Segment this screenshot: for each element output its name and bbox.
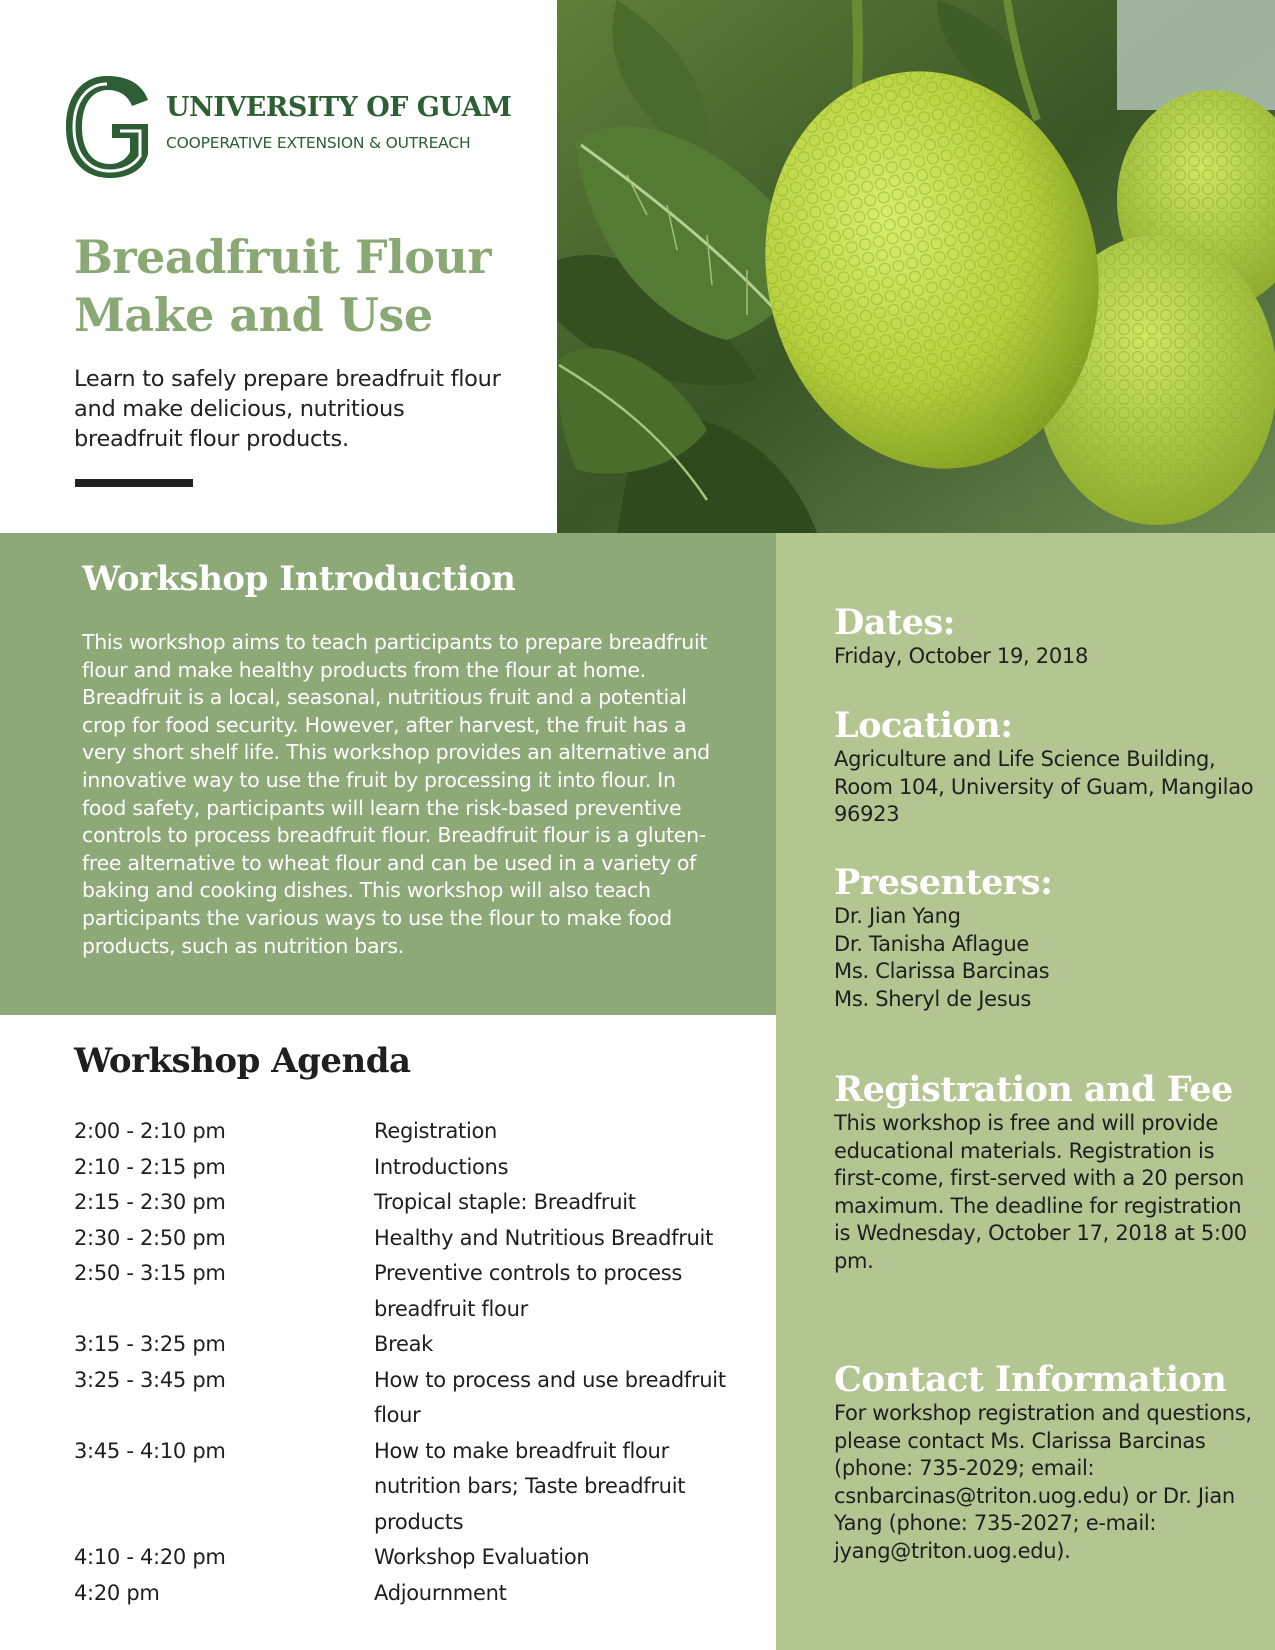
agenda-time: 3:25 - 3:45 pm: [74, 1367, 226, 1392]
agenda-item: Break: [374, 1332, 434, 1356]
agenda-item: How to process and use breadfruit flour: [374, 1367, 726, 1427]
location-block: [834, 706, 1254, 829]
agenda-item: Healthy and Nutritious Breadfruit: [374, 1225, 714, 1250]
agenda-row: [74, 1221, 754, 1257]
presenter-name: Dr. Jian Yang: [834, 904, 961, 928]
contact-block: [834, 1360, 1254, 1565]
contact-value: For workshop registration and questions, please contact Ms. Clarissa Barcinas (phone: 735-2029; email: csnbarcinas@triton.uog.edu) or Dr. Jian Yang (phone: 735-2027; e-mail: jyang@triton.uog.edu).: [834, 1401, 1252, 1563]
agenda-item: Tropical staple: Breadfruit: [374, 1190, 636, 1214]
agenda-time: 4:10 - 4:20 pm: [74, 1545, 226, 1569]
agenda-item: Preventive controls to process breadfruit flour: [374, 1261, 682, 1321]
title-line-1: Breadfruit Flour: [74, 230, 492, 284]
title-line-2: Make and Use: [74, 288, 433, 342]
agenda-time: 2:00 - 2:10 pm: [74, 1119, 226, 1143]
dates-block: [834, 603, 1254, 671]
page-subtitle: Learn to safely prepare breadfruit flour and make delicious, nutritious breadfruit flour products.: [74, 366, 501, 452]
event-details-sidebar: [776, 533, 1275, 1650]
workshop-agenda-section: [0, 1015, 776, 1650]
agenda-heading: Workshop Agenda: [74, 1041, 411, 1081]
agenda-time: 2:30 - 2:50 pm: [74, 1225, 226, 1250]
dates-heading: Dates:: [834, 602, 956, 643]
agenda-time: 3:45 - 4:10 pm: [74, 1438, 226, 1463]
logo-name: UNIVERSITY OF GUAM: [166, 92, 512, 123]
presenter-name: Ms. Sheryl de Jesus: [834, 986, 1032, 1011]
agenda-time: 2:10 - 2:15 pm: [74, 1154, 226, 1179]
agenda-item: Registration: [374, 1119, 498, 1143]
university-logo: [62, 72, 512, 182]
breadfruit-illustration: [557, 0, 1275, 533]
agenda-row: [74, 1150, 754, 1186]
page-title: [74, 228, 491, 344]
location-heading: Location:: [834, 705, 1013, 746]
agenda-list: [74, 1114, 754, 1611]
registration-value: This workshop is free and will provide educational materials. Registration is first-come, first-served with a 20 person maximum. The deadline for registration is Wednesday, October 17, 2018 at 5:00 pm.: [834, 1111, 1247, 1273]
location-value: Agriculture and Life Science Building, Room 104, University of Guam, Mangilao 96923: [834, 747, 1254, 826]
agenda-time: 3:15 - 3:25 pm: [74, 1332, 226, 1356]
dates-value: Friday, October 19, 2018: [834, 644, 1089, 668]
registration-block: [834, 1070, 1254, 1275]
uog-g-logo-icon: [62, 72, 152, 182]
presenters-block: [834, 863, 1254, 1013]
intro-heading: Workshop Introduction: [82, 559, 516, 599]
agenda-time: 4:20 pm: [74, 1580, 160, 1605]
agenda-item: Introductions: [374, 1154, 509, 1179]
agenda-row: [74, 1576, 754, 1612]
intro-body: This workshop aims to teach participants to prepare breadfruit flour and make healthy products from the flour at home. Breadfruit is a local, seasonal, nutritious fruit and a potential crop for food security. However, after harvest, the fruit has a very short shelf life. This workshop provides an alternative and innovative way to use the fruit by processing it into flour. In food safety, participants will learn the risk-based preventive controls to process breadfruit flour. Breadfruit flour is a gluten-free alternative to wheat flour and can be used in a variety of baking and cooking dishes. This workshop will also teach participants the various ways to use the flour to make food products, such as nutrition bars.: [82, 630, 710, 958]
breadfruit-photo: [557, 0, 1275, 533]
presenters-heading: Presenters:: [834, 862, 1053, 903]
agenda-time: 2:15 - 2:30 pm: [74, 1190, 226, 1214]
agenda-item: Adjournment: [374, 1580, 507, 1605]
agenda-row: [74, 1540, 754, 1576]
header: [0, 0, 557, 533]
logo-subtitle: COOPERATIVE EXTENSION & OUTREACH: [166, 134, 471, 152]
agenda-item: How to make breadfruit flour nutrition bars; Taste breadfruit products: [374, 1438, 686, 1534]
presenter-name: Dr. Tanisha Aflague: [834, 931, 1029, 956]
workshop-introduction-section: [0, 533, 776, 1015]
agenda-row: [74, 1434, 754, 1541]
agenda-time: 2:50 - 3:15 pm: [74, 1261, 226, 1285]
agenda-item: Workshop Evaluation: [374, 1545, 590, 1569]
title-divider: [75, 479, 193, 487]
agenda-row: [74, 1256, 754, 1327]
contact-heading: Contact Information: [834, 1359, 1227, 1400]
registration-heading: Registration and Fee: [834, 1069, 1233, 1110]
agenda-row: [74, 1363, 754, 1434]
agenda-row: [74, 1327, 754, 1363]
agenda-row: [74, 1185, 754, 1221]
presenter-name: Ms. Clarissa Barcinas: [834, 959, 1050, 983]
agenda-row: [74, 1114, 754, 1150]
